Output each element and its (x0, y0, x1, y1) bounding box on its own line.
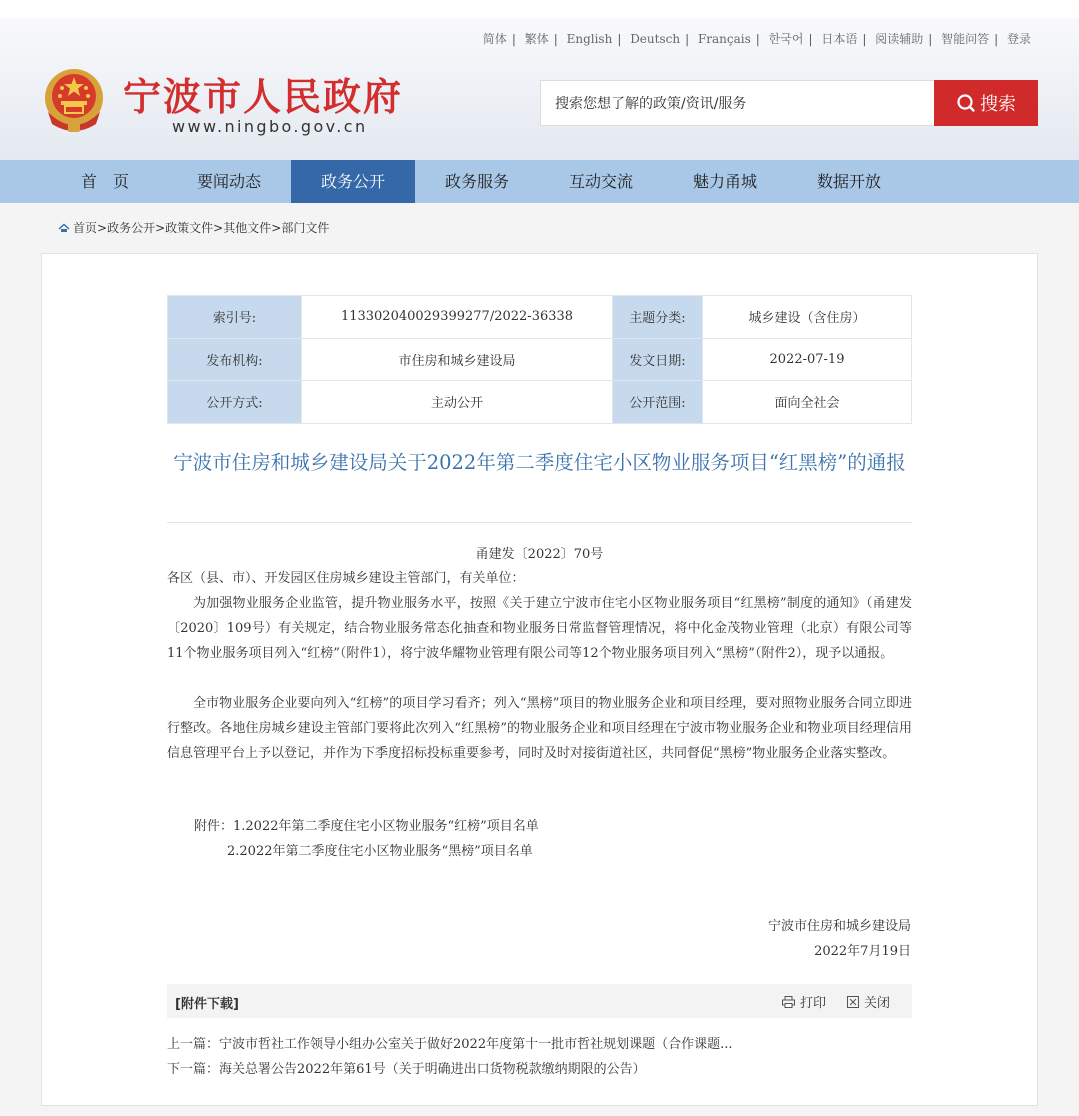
search-button[interactable] (934, 80, 1038, 126)
lang-korean-link[interactable]: 한국어 (768, 32, 804, 46)
nav-item-charm-city[interactable]: 魅力甬城 (692, 172, 757, 191)
breadcrumb-other-docs[interactable]: 其他文件 (223, 221, 272, 235)
print-icon (782, 996, 795, 1008)
breadcrumb-home[interactable]: 首页 (73, 221, 98, 235)
breadcrumb-gov-affairs[interactable]: 政务公开 (107, 221, 156, 235)
print-button[interactable] (782, 992, 826, 1011)
nav-item-home[interactable]: 首 页 (80, 172, 129, 191)
nav-item-news[interactable]: 要闻动态 (196, 172, 261, 191)
top-links: 简体 | 繁体 | English | Deutsch | Français | 한국어 | 日本语 | 阅读辅助 | 智能问答 | 登录 (482, 32, 1031, 46)
next-article-label: 下一篇： (167, 1062, 220, 1077)
search-icon (956, 93, 976, 113)
next-article-link[interactable]: 海关总署公告2022年第61号（关于明确进出口货物税款缴纳期限的公告） (219, 1062, 646, 1077)
breadcrumb-policy-docs[interactable]: 政策文件 (165, 221, 214, 235)
search-button-label: 搜索 (980, 94, 1016, 115)
prev-article-link[interactable]: 宁波市哲社工作领导小组办公室关于做好2022年度第十一批市哲社规划课题（合作课题... (219, 1037, 733, 1052)
index-label: 索引号: (168, 296, 302, 339)
body-paragraph-2: 全市物业服务企业要向列入“红榜”的项目学习看齐；列入“黑榜”项目的物业服务企业和项目经理，要对照物业服务合同立即进行整改。各地住房城乡建设主管部门要将此次列入“红黑榜”的物业服务企业和项目经理在宁波市物业服务企业和物业项目经理信用信息管理平台上予以登记，并作为下季度招标投标重要参考，同时及时对接街道社区，共同督促“黑榜”物业服务企业落实整改。 (167, 696, 912, 761)
document-title: 宁波市住房和城乡建设局关于2022年第二季度住宅小区物业服务项目“红黑榜”的通报 (173, 451, 906, 474)
login-link[interactable]: 登录 (1006, 32, 1031, 46)
close-button[interactable] (847, 992, 890, 1011)
topic-value: 城乡建设（含住房） (703, 296, 912, 339)
prev-article-row (167, 1033, 733, 1052)
lang-deutsch-link[interactable]: Deutsch (630, 32, 681, 46)
next-article-row (167, 1058, 646, 1077)
search-input[interactable] (555, 93, 925, 115)
document-number: 甬建发〔2022〕70号 (475, 547, 604, 562)
lang-japanese-link[interactable]: 日本语 (821, 32, 858, 46)
salutation: 各区（县、市）、开发园区住房城乡建设主管部门，有关单位： (167, 571, 525, 586)
search-box (540, 80, 936, 126)
attachment-download-bar (167, 984, 912, 1018)
attachment-item-2: 2.2022年第二季度住宅小区物业服务“黑榜”项目名单 (227, 844, 533, 859)
lang-francais-link[interactable]: Français (697, 32, 751, 46)
site-title[interactable]: 宁波市人民政府 (123, 74, 404, 119)
publisher-value: 市住房和城乡建设局 (302, 338, 613, 381)
breadcrumb-dept-docs[interactable]: 部门文件 (281, 221, 330, 235)
publisher-label: 发布机构: (168, 338, 302, 381)
home-icon (58, 223, 70, 233)
document-meta-table (167, 295, 912, 424)
issue-date: 2022年7月19日 (814, 944, 911, 959)
site-header (0, 0, 1079, 160)
nav-item-open-data[interactable]: 数据开放 (816, 172, 881, 191)
attachment-item-1: 附件：1.2022年第二季度住宅小区物业服务“红榜”项目名单 (194, 819, 539, 834)
close-label: 关闭 (864, 996, 891, 1011)
nav-item-interaction[interactable]: 互动交流 (568, 172, 633, 191)
attachment-download-label: [附件下载] (175, 997, 239, 1012)
scope-value: 面向全社会 (703, 381, 912, 424)
smart-qa-link[interactable]: 智能问答 (941, 32, 990, 46)
lang-traditional-link[interactable]: 繁体 (524, 32, 549, 46)
close-icon (847, 996, 859, 1008)
issuer-signature: 宁波市住房和城乡建设局 (767, 919, 911, 934)
title-divider (167, 522, 912, 523)
index-value: 113302040029399277/2022-36338 (302, 296, 613, 339)
nav-item-gov-affairs[interactable]: 政务公开 (291, 160, 415, 203)
topic-label: 主题分类: (613, 296, 703, 339)
date-label: 发文日期: (613, 338, 703, 381)
scope-label: 公开范围: (613, 381, 703, 424)
main-nav (0, 160, 1079, 203)
prev-article-label: 上一篇： (167, 1037, 220, 1052)
body-paragraph-1: 为加强物业服务企业监管，提升物业服务水平，按照《关于建立宁波市住宅小区物业服务项目“红黑榜”制度的通知》（甬建发〔2020〕109号）有关规定，结合物业服务常态化抽查和物业服务日常监督管理情况，将中化金茂物业管理（北京）有限公司等11个物业服务项目列入“红榜”（附件1），将宁波华耀物业管理有限公司等12个物业服务项目列入“黑榜”（附件2），现予以通报。 (167, 596, 912, 661)
mode-label: 公开方式: (168, 381, 302, 424)
date-value: 2022-07-19 (703, 338, 912, 381)
nav-item-gov-services[interactable]: 政务服务 (444, 172, 509, 191)
lang-simplified-link[interactable]: 简体 (482, 32, 507, 46)
lang-english-link[interactable]: English (566, 32, 613, 46)
national-emblem-icon[interactable] (44, 68, 104, 134)
site-url[interactable]: www.ningbo.gov.cn (172, 117, 368, 136)
reading-assist-link[interactable]: 阅读辅助 (875, 32, 924, 46)
breadcrumb: 首页>政务公开>政策文件>其他文件>部门文件 (58, 219, 329, 236)
print-label: 打印 (800, 996, 827, 1011)
mode-value: 主动公开 (302, 381, 613, 424)
